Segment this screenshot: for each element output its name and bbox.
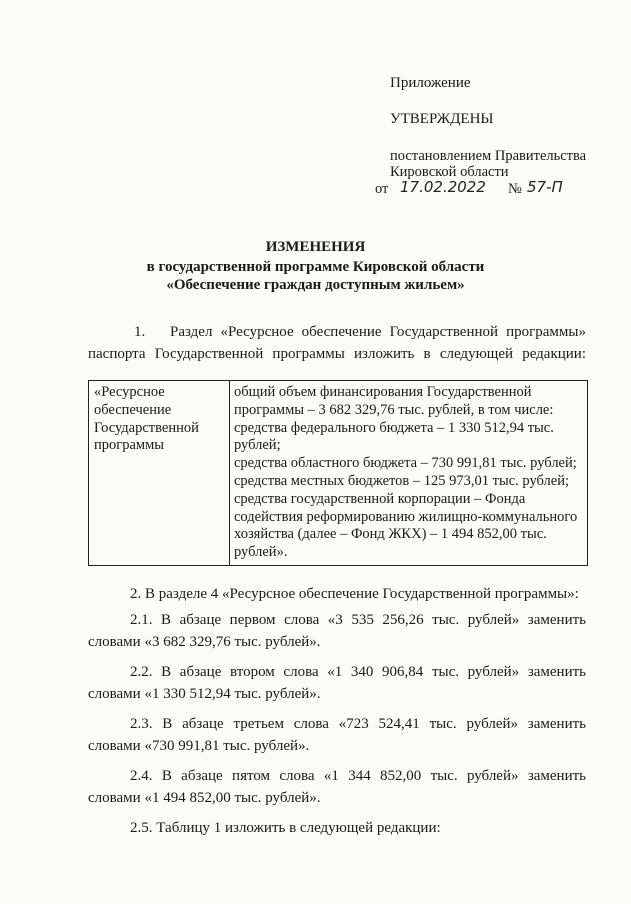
page-title: ИЗМЕНЕНИЯ <box>265 239 366 255</box>
resolution-line-1: постановлением Правительства <box>390 148 587 164</box>
item-2-1-line-1: 2.1. В абзаце первом слова «3 535 256,26 тыс. рублей» заменить <box>130 612 586 628</box>
table-right-cell <box>234 384 577 562</box>
resolution-line-2: Кировской области <box>390 164 509 180</box>
table-right-line: средства областного бюджета – 730 991,81 тыс. рублей; <box>234 455 577 472</box>
table-right-line: средства государственной корпорации – Фонда <box>234 490 526 507</box>
item-2-3-line-1: 2.3. В абзаце третьем слова «723 524,41 тыс. рублей» заменить <box>130 716 586 732</box>
paragraph-1-line-1: Раздел «Ресурсное обеспечение Государственной программы» <box>170 324 586 340</box>
table-right-line: хозяйства (далее – Фонд ЖКХ) – 1 494 852,00 тыс. <box>234 526 547 543</box>
item-2-2-line-1: 2.2. В абзаце втором слова «1 340 906,84 тыс. рублей» заменить <box>130 664 586 680</box>
title-line-3: «Обеспечение граждан доступным жильем» <box>166 277 465 293</box>
item-2-2-line-2: словами «1 330 512,94 тыс. рублей». <box>88 686 321 702</box>
item-2-4-line-2: словами «1 494 852,00 тыс. рублей». <box>88 790 321 806</box>
table-left-line: «Ресурсное <box>94 384 165 400</box>
item-2-1-line-2: словами «3 682 329,76 тыс. рублей». <box>88 634 321 650</box>
approved-label: УТВЕРЖДЕНЫ <box>390 111 494 127</box>
table-right-line: средства местных бюджетов – 125 973,01 тыс. рублей; <box>234 472 570 489</box>
item-2-5: 2.5. Таблицу 1 изложить в следующей редакции: <box>130 820 441 836</box>
paragraph-1-line-2: паспорта Государственной программы изложить в следующей редакции: <box>88 346 586 362</box>
table-divider <box>229 381 230 565</box>
item-2-4-line-1: 2.4. В абзаце пятом слова «1 344 852,00 тыс. рублей» заменить <box>130 768 586 784</box>
date-prefix: от <box>375 181 389 197</box>
resources-table <box>88 380 588 566</box>
number-sign: № <box>508 181 522 197</box>
paragraph-1-number: 1. <box>134 324 146 340</box>
table-right-line: содействия реформированию жилищно-коммунального <box>234 508 578 525</box>
table-left-line: обеспечение <box>94 401 172 418</box>
table-right-line: средства федерального бюджета – 1 330 512,94 тыс. <box>234 419 554 436</box>
table-right-line: рублей; <box>234 437 281 454</box>
item-2-3-line-2: словами «730 991,81 тыс. рублей». <box>88 738 310 754</box>
appendix-label: Приложение <box>390 75 471 91</box>
item-2: 2. В разделе 4 «Ресурсное обеспечение Государственной программы»: <box>130 586 579 602</box>
table-right-line: рублей». <box>234 544 288 561</box>
table-left-cell <box>94 384 199 455</box>
table-right-line: программы – 3 682 329,76 тыс. рублей, в том числе: <box>234 401 554 418</box>
handwritten-number: 57-П <box>527 178 563 196</box>
table-right-line: общий объем финансирования Государственной <box>234 384 532 400</box>
table-left-line: Государственной <box>94 419 199 436</box>
handwritten-date: 17.02.2022 <box>400 178 486 196</box>
title-line-2: в государственной программе Кировской области <box>146 259 485 275</box>
table-left-line: программы <box>94 437 164 454</box>
